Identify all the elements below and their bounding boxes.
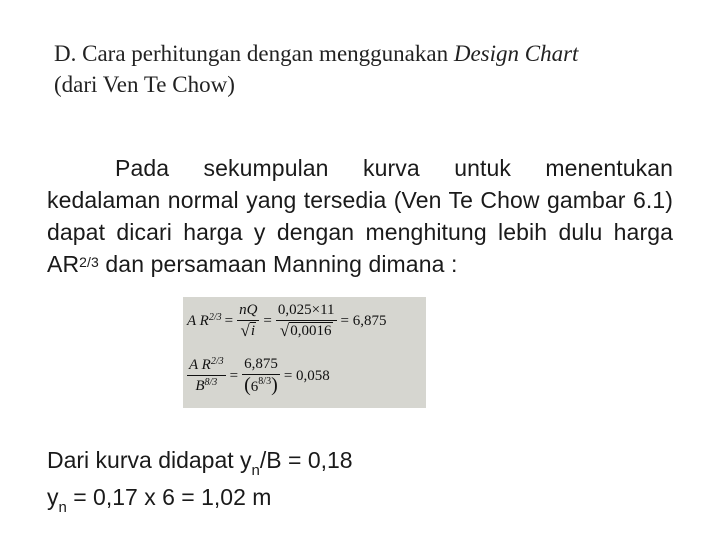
fraction-values [242, 355, 280, 396]
formula-result: = 0,058 [283, 367, 330, 384]
fraction-numerator: 0,025×11 [276, 301, 337, 321]
paragraph-superscript: 2/3 [79, 254, 99, 270]
section-heading [54, 38, 694, 100]
fraction-numerator: A $R^{2/3}$ [187, 356, 226, 376]
paragraph-text-end: dan persamaan Manning dimana : [98, 251, 458, 277]
heading-text: D. Cara perhitungan dengan menggunakan [54, 41, 454, 66]
sqrt-symbol: √ [279, 321, 290, 340]
result-line-2: $y_n = 0,17$ x 6 = 1,02 m [47, 484, 272, 516]
subscript-n: n [58, 498, 67, 516]
formula-row-2 [187, 355, 330, 396]
equals-sign: = [263, 313, 272, 329]
equals-sign: = [229, 367, 239, 384]
heading-line-2: (dari Ven Te Chow) [54, 72, 235, 97]
fraction-denominator: $B^{8/3}$ [195, 377, 218, 394]
equals-sign: = [224, 313, 234, 329]
formula-row-1 [187, 301, 387, 341]
formula-result: = 6,875 [340, 313, 387, 329]
body-paragraph [47, 152, 673, 280]
fraction-denominator: √ 0,0016 [279, 321, 332, 340]
fraction-numerator: 6,875 [242, 355, 280, 375]
paragraph-text: Pada sekumpulan kurva untuk menentukan kedalaman normal yang tersedia (Ven Te Chow gambar 6.1) dapat dicari harga y dengan menghitung lebih dulu harga AR [47, 155, 673, 277]
fraction-denominator: $(6^{8/3})$ [244, 374, 278, 396]
fraction-denominator: √ i [240, 321, 255, 340]
subscript-n: n [251, 461, 260, 479]
fraction-numerator: nQ [237, 301, 259, 321]
fraction-nq-sqrt-i [237, 301, 259, 341]
formula-lhs: A $R^{2/3}$ [187, 312, 222, 329]
sqrt-symbol: √ [240, 321, 250, 340]
fraction-values [276, 301, 337, 341]
heading-italic-text: Design Chart [453, 41, 579, 66]
formula-image [183, 297, 426, 408]
result-line-1: Dari kurva didapat $y_n/B = 0,18$ [47, 447, 353, 479]
fraction-ar-over-b [187, 356, 226, 395]
